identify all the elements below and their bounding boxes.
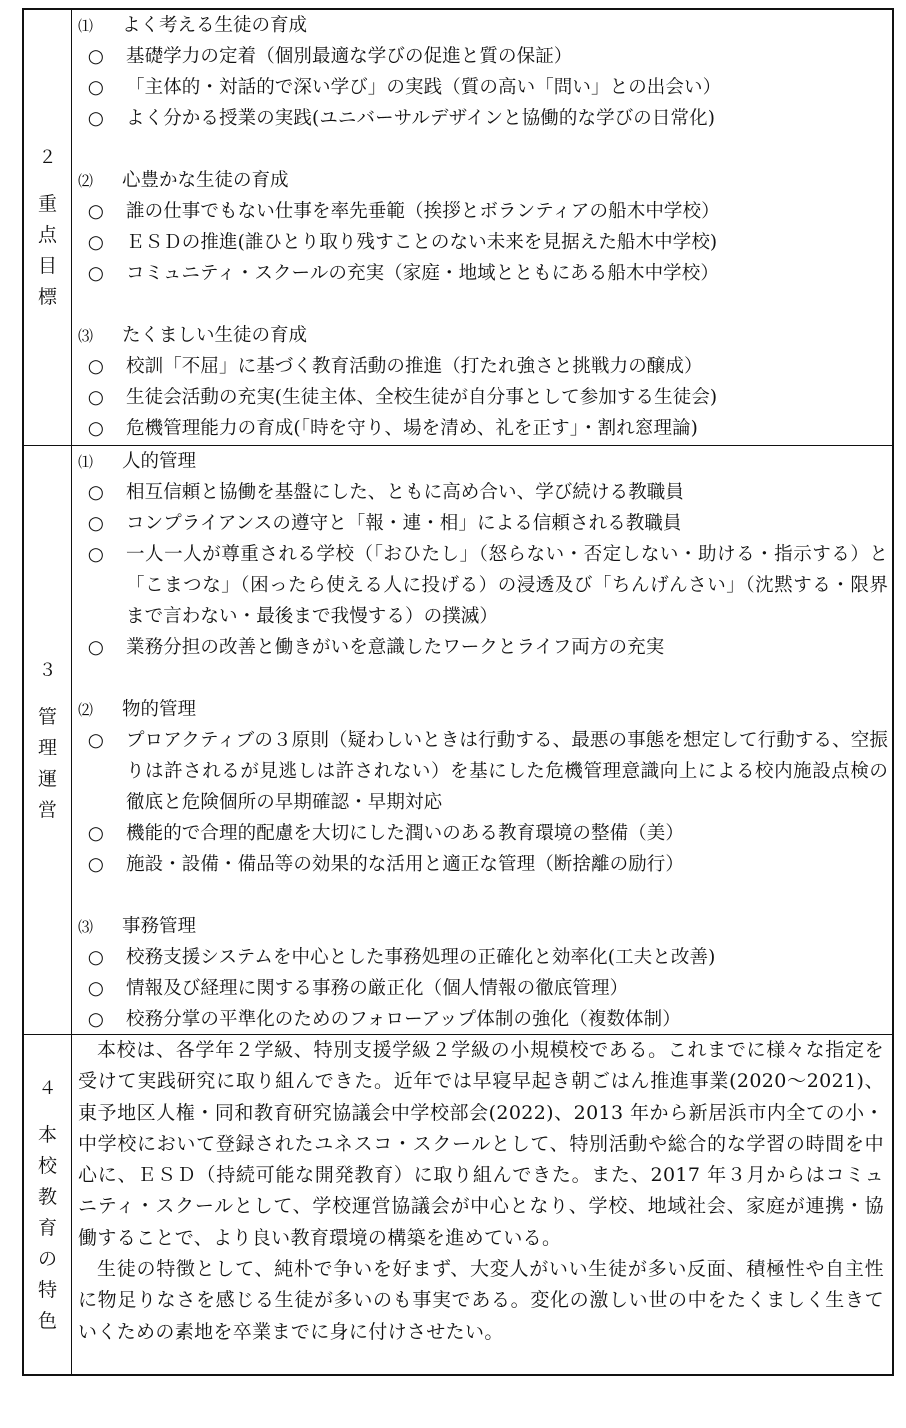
section-number: ⑶ — [78, 327, 94, 345]
label-char: 本 — [37, 1123, 57, 1146]
label-cell-features — [24, 1035, 72, 1374]
section-title — [78, 694, 888, 725]
row-management — [24, 445, 892, 1034]
label-char: 管 — [37, 705, 57, 728]
circle-bullet-icon: ○ — [87, 201, 104, 222]
list-item — [78, 41, 888, 72]
circle-bullet-icon: ○ — [87, 1009, 104, 1030]
item-text: 一人一人が尊重される学校（「おひたし」（怒らない・否定しない・助ける・指示する）と「こまつな」（困ったら使える人に投げる）の浸透及び「ちんげんさい」（沈黙する・限界まで言わない・最後まで我慢する）の撲滅） — [126, 544, 888, 627]
label-stack-features — [38, 1073, 57, 1337]
section-number: ⑴ — [78, 453, 94, 471]
content-cell-features — [72, 1035, 892, 1374]
circle-bullet-icon: ○ — [87, 637, 104, 658]
label-char: 理 — [37, 736, 57, 759]
label-char: 重 — [37, 193, 57, 215]
section-title-text: 物的管理 — [122, 699, 197, 720]
section-title-text: 人的管理 — [122, 451, 197, 472]
section-thinking-students — [78, 10, 888, 134]
section-number: ⑵ — [78, 701, 94, 719]
item-text: よく分かる授業の実践(ユニバーサルデザインと協働的な学びの日常化) — [126, 108, 716, 129]
content-cell-goals — [72, 10, 892, 445]
list-item — [78, 258, 888, 289]
label-char: 校 — [37, 1154, 57, 1177]
content-cell-management — [72, 446, 892, 1034]
item-text: 業務分担の改善と働きがいを意識したワークとライフ両方の充実 — [126, 637, 665, 658]
section-office-management — [78, 911, 888, 1035]
label-char: 育 — [37, 1216, 57, 1239]
circle-bullet-icon: ○ — [87, 387, 104, 408]
section-title — [78, 165, 888, 196]
list-item — [78, 942, 888, 973]
label-char: 色 — [37, 1309, 57, 1332]
section-title — [78, 320, 888, 351]
list-item — [78, 1004, 888, 1035]
section-title-text: 事務管理 — [122, 916, 197, 937]
label-stack-goals — [38, 142, 57, 313]
list-item — [78, 351, 888, 382]
list-item — [78, 725, 888, 818]
section-title — [78, 446, 888, 477]
item-text: 校訓「不屈」に基づく教育活動の推進（打たれ強さと挑戦力の醸成） — [126, 356, 703, 377]
item-text: コミュニティ・スクールの充実（家庭・地域とともにある船木中学校） — [126, 263, 719, 284]
item-text: コンプライアンスの遵守と「報・連・相」による信頼される教職員 — [126, 513, 682, 534]
item-text: プロアクティブの３原則（疑わしいときは行動する、最悪の事態を想定して行動する、空振りは許されるが見逃しは許されない）を基にした危機管理意識向上による校内施設点検の徹底と危険個所の早期確認・早期対応 — [126, 730, 888, 813]
section-title-text: よく考える生徒の育成 — [122, 15, 308, 36]
list-item — [78, 382, 888, 413]
circle-bullet-icon: ○ — [87, 978, 104, 999]
item-text: 相互信頼と協働を基盤にした、ともに高め合い、学び続ける教職員 — [126, 482, 685, 503]
section-number: ⑴ — [78, 17, 94, 35]
item-text: 機能的で合理的配慮を大切にした潤いのある教育環境の整備（美） — [126, 823, 685, 844]
list-item — [78, 72, 888, 103]
section-rich-heart-students — [78, 165, 888, 289]
row-priority-goals — [24, 10, 892, 445]
label-number: ２ — [38, 147, 57, 168]
circle-bullet-icon: ○ — [87, 46, 104, 67]
label-char: 運 — [37, 767, 57, 790]
circle-bullet-icon: ○ — [87, 77, 104, 98]
circle-bullet-icon: ○ — [87, 854, 104, 875]
list-item — [78, 477, 888, 508]
section-resilient-students — [78, 320, 888, 444]
label-char: 特 — [37, 1278, 57, 1301]
label-char: 点 — [37, 224, 57, 246]
label-char: 教 — [37, 1185, 57, 1208]
list-item — [78, 227, 888, 258]
circle-bullet-icon: ○ — [87, 418, 104, 439]
list-item — [78, 818, 888, 849]
list-item — [78, 196, 888, 227]
list-item — [78, 632, 888, 663]
section-title-text: 心豊かな生徒の育成 — [122, 170, 289, 191]
row-school-features — [24, 1034, 892, 1374]
list-item — [78, 413, 888, 444]
plan-table — [22, 8, 894, 1376]
circle-bullet-icon: ○ — [87, 232, 104, 253]
circle-bullet-icon: ○ — [87, 513, 104, 534]
circle-bullet-icon: ○ — [87, 544, 104, 565]
section-number: ⑵ — [78, 172, 94, 190]
features-paragraph: 本校は、各学年２学級、特別支援学級２学級の小規模校である。これまでに様々な指定を受けて実践研究に取り組んできた。近年では早寝早起き朝ごはん推進事業(2020～2021)、東予地区人権・同和教育研究協議会中学校部会(2022)、2013 年から新居浜市内全ての小・中学校において登録されたユネスコ・スクールとして、特別活動や総合的な学習の時間を中心に、ＥＳＤ（持続可能な開発教育）に取り組んできた。また、2017 年３月からはコミュニティ・スクールとして、学校運営協議会が中心となり、学校、地域社会、家庭が連携・協働することで、より良い教育環境の構築を進めている。 — [78, 1039, 884, 1249]
item-text: 校務分掌の平準化のためのフォローアップ体制の強化（複数体制） — [126, 1009, 681, 1030]
label-number: ３ — [38, 659, 57, 681]
circle-bullet-icon: ○ — [87, 482, 104, 503]
label-char: 標 — [37, 286, 57, 308]
label-char: の — [37, 1247, 57, 1270]
item-text: 誰の仕事でもない仕事を率先垂範（挨拶とボランティアの船木中学校） — [126, 201, 720, 222]
circle-bullet-icon: ○ — [87, 947, 104, 968]
section-human-management — [78, 446, 888, 663]
list-item — [78, 849, 888, 880]
circle-bullet-icon: ○ — [87, 108, 104, 129]
list-item — [78, 973, 888, 1004]
label-cell-management — [24, 446, 72, 1034]
item-text: 施設・設備・備品等の効果的な活用と適正な管理（断捨離の励行） — [126, 854, 685, 875]
section-title — [78, 911, 888, 942]
circle-bullet-icon: ○ — [87, 730, 104, 751]
features-paragraph: 生徒の特徴として、純朴で争いを好まず、大変人がいい生徒が多い反面、積極性や自主性に物足りなさを感じる生徒が多いのも事実である。変化の激しい世の中をたくましく生きていくための素地を卒業までに身に付けさせたい。 — [78, 1258, 884, 1343]
item-text: 「主体的・対話的で深い学び」の実践（質の高い「問い」との出会い） — [126, 77, 722, 98]
list-item — [78, 103, 888, 134]
list-item — [78, 508, 888, 539]
section-physical-management — [78, 694, 888, 880]
item-text: 危機管理能力の育成(「時を守り、場を清め、礼を正す」・割れ窓理論) — [126, 418, 698, 439]
circle-bullet-icon: ○ — [87, 263, 104, 284]
item-text: 情報及び経理に関する事務の厳正化（個人情報の徹底管理） — [126, 978, 629, 999]
item-text: 基礎学力の定着（個別最適な学びの促進と質の保証） — [126, 46, 573, 67]
list-item — [78, 539, 888, 632]
label-cell-goals — [24, 10, 72, 445]
label-stack-management — [38, 655, 57, 826]
section-number: ⑶ — [78, 918, 94, 936]
circle-bullet-icon: ○ — [87, 823, 104, 844]
section-title-text: たくましい生徒の育成 — [122, 325, 308, 346]
label-char: 営 — [37, 798, 57, 821]
section-title — [78, 10, 888, 41]
item-text: ＥＳＤの推進(誰ひとり取り残すことのない未来を見据えた船木中学校) — [126, 232, 718, 253]
circle-bullet-icon: ○ — [87, 356, 104, 377]
item-text: 生徒会活動の充実(生徒主体、全校生徒が自分事として参加する生徒会) — [126, 387, 718, 408]
item-text: 校務支援システムを中心とした事務処理の正確化と効率化(工夫と改善) — [126, 947, 716, 968]
label-number: ４ — [38, 1077, 57, 1099]
label-char: 目 — [37, 255, 57, 277]
